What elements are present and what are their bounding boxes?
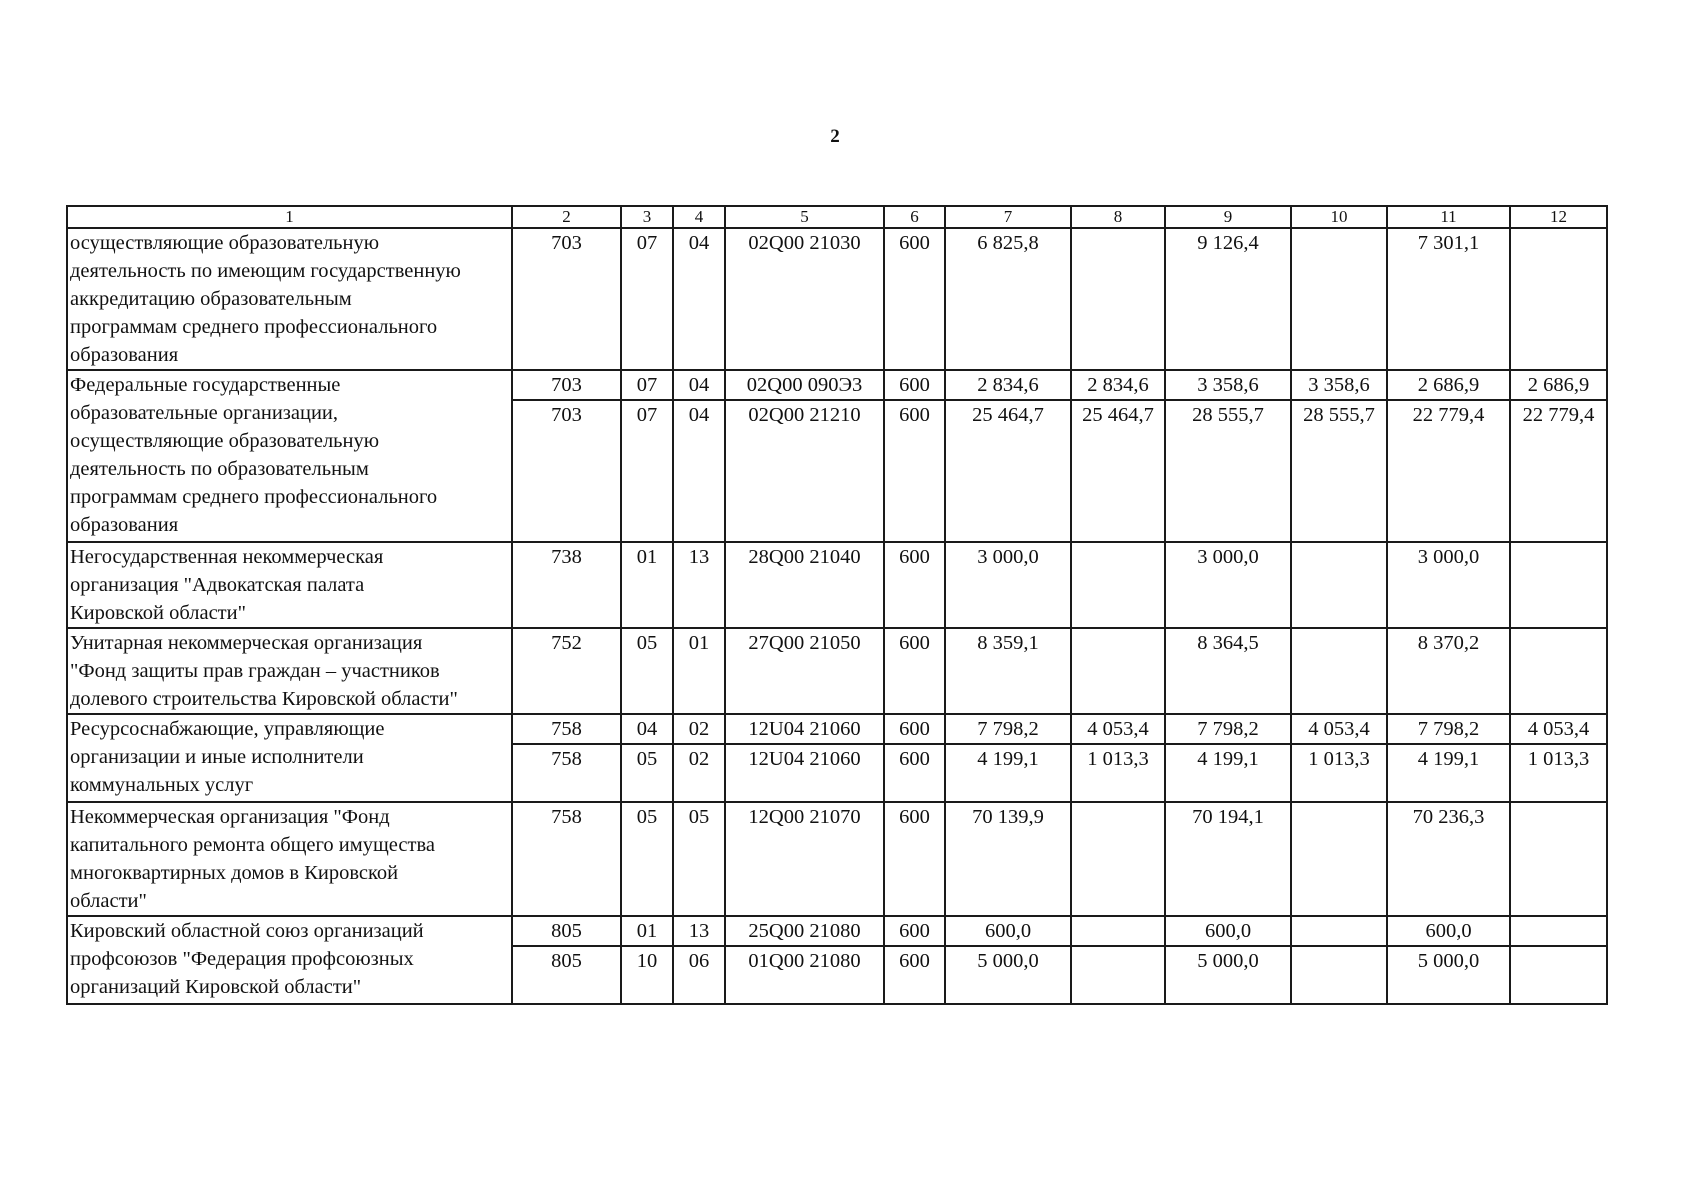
cell-col-7: 8 359,1 [945, 628, 1071, 714]
table-row [67, 714, 1607, 744]
cell-col-10 [1291, 916, 1387, 946]
cell-col-9: 7 798,2 [1165, 714, 1291, 744]
description-line: области" [70, 890, 147, 912]
cell-col-10: 3 358,6 [1291, 370, 1387, 400]
cell-col-7: 2 834,6 [945, 370, 1071, 400]
description-line: образовательные организации, [70, 402, 339, 424]
description-line: осуществляющие образовательную [70, 232, 380, 254]
cell-col-5: 12U04 21060 [725, 744, 884, 802]
cell-col-12: 22 779,4 [1510, 400, 1607, 542]
description-line: аккредитацию образовательным [70, 288, 352, 310]
description-line: осуществляющие образовательную [70, 430, 380, 452]
cell-col-8 [1071, 916, 1165, 946]
column-number-10: 10 [1291, 206, 1387, 228]
cell-col-8 [1071, 628, 1165, 714]
cell-col-2: 703 [512, 370, 621, 400]
cell-col-3: 01 [621, 542, 673, 628]
cell-col-7: 6 825,8 [945, 228, 1071, 370]
cell-col-12 [1510, 628, 1607, 714]
cell-col-7: 70 139,9 [945, 802, 1071, 916]
table-row [67, 916, 1607, 946]
cell-col-3: 07 [621, 370, 673, 400]
description-line: программам среднего профессионального [70, 486, 438, 508]
table-row [67, 370, 1607, 400]
description-line: образования [70, 514, 179, 536]
cell-col-3: 10 [621, 946, 673, 1004]
cell-col-7: 3 000,0 [945, 542, 1071, 628]
cell-col-10 [1291, 542, 1387, 628]
cell-col-11: 7 798,2 [1387, 714, 1510, 744]
cell-col-2: 703 [512, 228, 621, 370]
recipient-description [67, 802, 512, 916]
cell-col-7: 5 000,0 [945, 946, 1071, 1004]
cell-col-8 [1071, 228, 1165, 370]
cell-col-8 [1071, 946, 1165, 1004]
cell-col-11: 600,0 [1387, 916, 1510, 946]
cell-col-4: 02 [673, 714, 725, 744]
description-line: образования [70, 344, 179, 366]
cell-col-10 [1291, 802, 1387, 916]
cell-col-6: 600 [884, 744, 945, 802]
table-row [67, 542, 1607, 628]
cell-col-4: 04 [673, 228, 725, 370]
description-line: деятельность по образовательным [70, 458, 369, 480]
cell-col-8: 25 464,7 [1071, 400, 1165, 542]
cell-col-6: 600 [884, 370, 945, 400]
description-line: капитального ремонта общего имущества [70, 834, 435, 856]
description-line: организаций Кировской области" [70, 976, 362, 998]
description-line: программам среднего профессионального [70, 316, 438, 338]
cell-col-4: 04 [673, 400, 725, 542]
cell-col-7: 7 798,2 [945, 714, 1071, 744]
column-number-row [67, 206, 1607, 228]
recipient-description [67, 714, 512, 802]
column-number-2: 2 [512, 206, 621, 228]
cell-col-11: 7 301,1 [1387, 228, 1510, 370]
cell-col-6: 600 [884, 628, 945, 714]
description-line: деятельность по имеющим государственную [70, 260, 461, 282]
table-row [67, 802, 1607, 916]
column-number-6: 6 [884, 206, 945, 228]
description-line: Кировский областной союз организаций [70, 920, 424, 942]
cell-col-2: 738 [512, 542, 621, 628]
cell-col-12: 4 053,4 [1510, 714, 1607, 744]
cell-col-12 [1510, 802, 1607, 916]
table-row [67, 228, 1607, 370]
cell-col-4: 13 [673, 916, 725, 946]
description-line: Ресурсоснабжающие, управляющие [70, 718, 385, 740]
cell-col-12: 1 013,3 [1510, 744, 1607, 802]
cell-col-10 [1291, 946, 1387, 1004]
cell-col-5: 12U04 21060 [725, 714, 884, 744]
column-number-12: 12 [1510, 206, 1607, 228]
cell-col-3: 04 [621, 714, 673, 744]
cell-col-6: 600 [884, 542, 945, 628]
cell-col-11: 8 370,2 [1387, 628, 1510, 714]
cell-col-3: 05 [621, 744, 673, 802]
description-line: Кировской области" [70, 602, 246, 624]
column-number-9: 9 [1165, 206, 1291, 228]
cell-col-5: 02Q00 21210 [725, 400, 884, 542]
cell-col-9: 28 555,7 [1165, 400, 1291, 542]
cell-col-7: 25 464,7 [945, 400, 1071, 542]
column-number-5: 5 [725, 206, 884, 228]
column-number-11: 11 [1387, 206, 1510, 228]
cell-col-6: 600 [884, 946, 945, 1004]
cell-col-7: 4 199,1 [945, 744, 1071, 802]
cell-col-2: 758 [512, 802, 621, 916]
cell-col-10: 28 555,7 [1291, 400, 1387, 542]
cell-col-4: 02 [673, 744, 725, 802]
cell-col-5: 27Q00 21050 [725, 628, 884, 714]
cell-col-9: 70 194,1 [1165, 802, 1291, 916]
cell-col-5: 02Q00 090Э3 [725, 370, 884, 400]
cell-col-9: 8 364,5 [1165, 628, 1291, 714]
cell-col-2: 805 [512, 916, 621, 946]
cell-col-8: 4 053,4 [1071, 714, 1165, 744]
recipient-description [67, 542, 512, 628]
cell-col-4: 01 [673, 628, 725, 714]
cell-col-9: 5 000,0 [1165, 946, 1291, 1004]
cell-col-12 [1510, 228, 1607, 370]
cell-col-4: 04 [673, 370, 725, 400]
description-line: Унитарная некоммерческая организация [70, 632, 423, 654]
cell-col-6: 600 [884, 916, 945, 946]
description-line: профсоюзов "Федерация профсоюзных [70, 948, 414, 970]
cell-col-6: 600 [884, 714, 945, 744]
cell-col-8: 1 013,3 [1071, 744, 1165, 802]
cell-col-5: 28Q00 21040 [725, 542, 884, 628]
cell-col-11: 22 779,4 [1387, 400, 1510, 542]
cell-col-12 [1510, 946, 1607, 1004]
cell-col-9: 9 126,4 [1165, 228, 1291, 370]
cell-col-10 [1291, 628, 1387, 714]
recipient-description [67, 628, 512, 714]
cell-col-4: 06 [673, 946, 725, 1004]
cell-col-6: 600 [884, 400, 945, 542]
description-line: Некоммерческая организация "Фонд [70, 806, 390, 828]
description-line: Негосударственная некоммерческая [70, 546, 384, 568]
table-row [67, 628, 1607, 714]
column-number-8: 8 [1071, 206, 1165, 228]
cell-col-3: 07 [621, 400, 673, 542]
cell-col-11: 2 686,9 [1387, 370, 1510, 400]
cell-col-12: 2 686,9 [1510, 370, 1607, 400]
cell-col-5: 01Q00 21080 [725, 946, 884, 1004]
cell-col-3: 01 [621, 916, 673, 946]
description-line: коммунальных услуг [70, 774, 254, 796]
cell-col-5: 12Q00 21070 [725, 802, 884, 916]
cell-col-11: 4 199,1 [1387, 744, 1510, 802]
cell-col-2: 805 [512, 946, 621, 1004]
description-line: Федеральные государственные [70, 374, 341, 396]
cell-col-2: 758 [512, 744, 621, 802]
cell-col-10 [1291, 228, 1387, 370]
cell-col-10: 4 053,4 [1291, 714, 1387, 744]
cell-col-5: 25Q00 21080 [725, 916, 884, 946]
column-number-1: 1 [67, 206, 512, 228]
cell-col-3: 05 [621, 802, 673, 916]
cell-col-11: 70 236,3 [1387, 802, 1510, 916]
cell-col-7: 600,0 [945, 916, 1071, 946]
description-line: "Фонд защиты прав граждан – участников [70, 660, 440, 682]
cell-col-9: 4 199,1 [1165, 744, 1291, 802]
cell-col-4: 13 [673, 542, 725, 628]
cell-col-2: 703 [512, 400, 621, 542]
cell-col-8: 2 834,6 [1071, 370, 1165, 400]
cell-col-12 [1510, 542, 1607, 628]
cell-col-10: 1 013,3 [1291, 744, 1387, 802]
description-line: организация "Адвокатская палата [70, 574, 365, 596]
cell-col-4: 05 [673, 802, 725, 916]
cell-col-9: 600,0 [1165, 916, 1291, 946]
cell-col-11: 5 000,0 [1387, 946, 1510, 1004]
cell-col-2: 752 [512, 628, 621, 714]
description-line: многоквартирных домов в Кировской [70, 862, 399, 884]
cell-col-2: 758 [512, 714, 621, 744]
cell-col-5: 02Q00 21030 [725, 228, 884, 370]
budget-allocation-table [66, 205, 1608, 1005]
cell-col-9: 3 358,6 [1165, 370, 1291, 400]
description-line: организации и иные исполнители [70, 746, 364, 768]
recipient-description [67, 370, 512, 542]
recipient-description [67, 228, 512, 370]
cell-col-9: 3 000,0 [1165, 542, 1291, 628]
column-number-4: 4 [673, 206, 725, 228]
column-number-7: 7 [945, 206, 1071, 228]
cell-col-11: 3 000,0 [1387, 542, 1510, 628]
page-number: 2 [830, 126, 840, 147]
cell-col-6: 600 [884, 228, 945, 370]
cell-col-8 [1071, 542, 1165, 628]
cell-col-3: 07 [621, 228, 673, 370]
cell-col-8 [1071, 802, 1165, 916]
cell-col-3: 05 [621, 628, 673, 714]
cell-col-6: 600 [884, 802, 945, 916]
recipient-description [67, 916, 512, 1004]
column-number-3: 3 [621, 206, 673, 228]
cell-col-12 [1510, 916, 1607, 946]
description-line: долевого строительства Кировской области" [70, 688, 458, 710]
